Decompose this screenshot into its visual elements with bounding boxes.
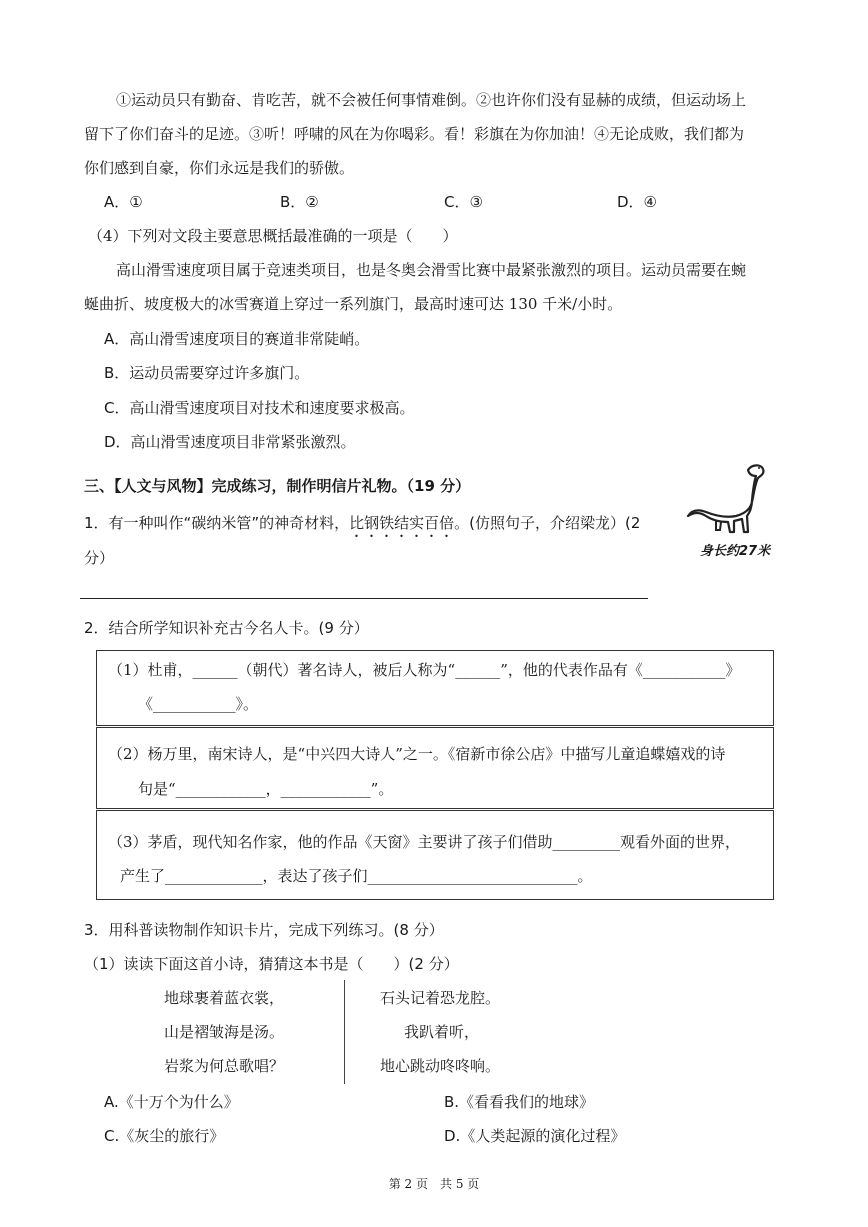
option-a[interactable]: A．① bbox=[104, 193, 143, 211]
card-dufu-line-1[interactable]: （1）杜甫，______（朝代）著名诗人，被后人称为“______”，他的代表作品有《___________》 bbox=[108, 661, 741, 679]
passage-line-3: 你们感到自豪，你们永远是我们的骄傲。 bbox=[84, 159, 355, 177]
passage-line-2: 留下了你们奋斗的足迹。③听！呼啸的风在为你喝彩。看！彩旗在为你加油！④无论成败，我们都为 bbox=[84, 125, 745, 143]
card-dufu-line-2[interactable]: 《___________》。 bbox=[138, 695, 259, 713]
poem-left-1: 地球裹着蓝衣裳， bbox=[164, 989, 285, 1007]
card-maodun-line-2[interactable]: 产生了_____________，表达了孩子们____________________________。 bbox=[120, 867, 593, 885]
card-maodun bbox=[96, 810, 774, 900]
poem-right-2: 我趴着听， bbox=[404, 1023, 480, 1041]
q4-para-line-1: 高山滑雪速度项目属于竞速类项目，也是冬奥会滑雪比赛中最紧张激烈的项目。运动员需要在蜿 bbox=[116, 261, 747, 279]
option-d[interactable]: D．④ bbox=[617, 193, 657, 211]
q4-para-line-2: 蜒曲折、坡度极大的冰雪赛道上穿过一系列旗门，最高时速可达 130 千米/小时。 bbox=[84, 295, 623, 313]
book-option-a[interactable]: A.《十万个为什么》 bbox=[104, 1093, 239, 1111]
q1-line-1: 1．有一种叫作“碳纳米管”的神奇材料，比钢铁结实百倍。(仿照句子，介绍梁龙）(2 bbox=[84, 514, 641, 532]
poem-left-2: 山是褶皱海是汤。 bbox=[164, 1023, 285, 1041]
q4-option-c[interactable]: C．高山滑雪速度项目对技术和速度要求极高。 bbox=[104, 399, 415, 417]
page-footer: 第 2 页 共 5 页 bbox=[388, 1177, 480, 1191]
q3-1-stem: （1）读读下面这首小诗，猜猜这本书是（ ）(2 分） bbox=[84, 955, 459, 973]
poem-left-3: 岩浆为何总歌唱？ bbox=[164, 1057, 285, 1075]
book-option-b[interactable]: B.《看看我们的地球》 bbox=[444, 1093, 595, 1111]
passage-line-1: ①运动员只有勤奋、肯吃苦，就不会被任何事情难倒。②也许你们没有显赫的成绩，但运动场上 bbox=[116, 91, 747, 109]
book-option-d[interactable]: D.《人类起源的演化过程》 bbox=[444, 1127, 626, 1145]
card-yangwanli-line-1: （2）杨万里，南宋诗人，是“中兴四大诗人”之一。《宿新市徐公店》中描写儿童追蝶嬉戏的诗 bbox=[108, 745, 726, 763]
poem-divider bbox=[344, 980, 345, 1084]
dinosaur-caption: 身长约27米 bbox=[700, 544, 771, 559]
q4-option-b[interactable]: B．运动员需要穿过许多旗门。 bbox=[104, 364, 310, 382]
option-b[interactable]: B．② bbox=[280, 193, 319, 211]
q4-stem: （4）下列对文段主要意思概括最准确的一项是（ ） bbox=[88, 227, 458, 245]
section-3-title: 三、【人文与风物】完成练习，制作明信片礼物。（19 分） bbox=[84, 477, 471, 495]
q3-title: 3．用科普读物制作知识卡片，完成下列练习。(8 分） bbox=[84, 921, 444, 939]
poem-right-3: 地心跳动咚咚响。 bbox=[380, 1057, 501, 1075]
dinosaur-icon bbox=[686, 460, 786, 540]
q2-title: 2．结合所学知识补充古今名人卡。(9 分） bbox=[84, 619, 369, 637]
q1-line-2: 分） bbox=[84, 549, 115, 567]
q4-option-a[interactable]: A．高山滑雪速度项目的赛道非常陡峭。 bbox=[104, 330, 370, 348]
q4-option-d[interactable]: D．高山滑雪速度项目非常紧张激烈。 bbox=[104, 433, 356, 451]
book-option-c[interactable]: C.《灰尘的旅行》 bbox=[104, 1127, 225, 1145]
card-maodun-line-1[interactable]: （3）茅盾，现代知名作家，他的作品《天窗》主要讲了孩子们借助_________观看外面的世界， bbox=[108, 833, 741, 851]
answer-line[interactable] bbox=[80, 598, 648, 599]
option-c[interactable]: C．③ bbox=[444, 193, 483, 211]
poem-right-1: 石头记着恐龙腔。 bbox=[380, 989, 501, 1007]
card-yangwanli-line-2[interactable]: 句是“____________，____________”。 bbox=[138, 780, 394, 798]
